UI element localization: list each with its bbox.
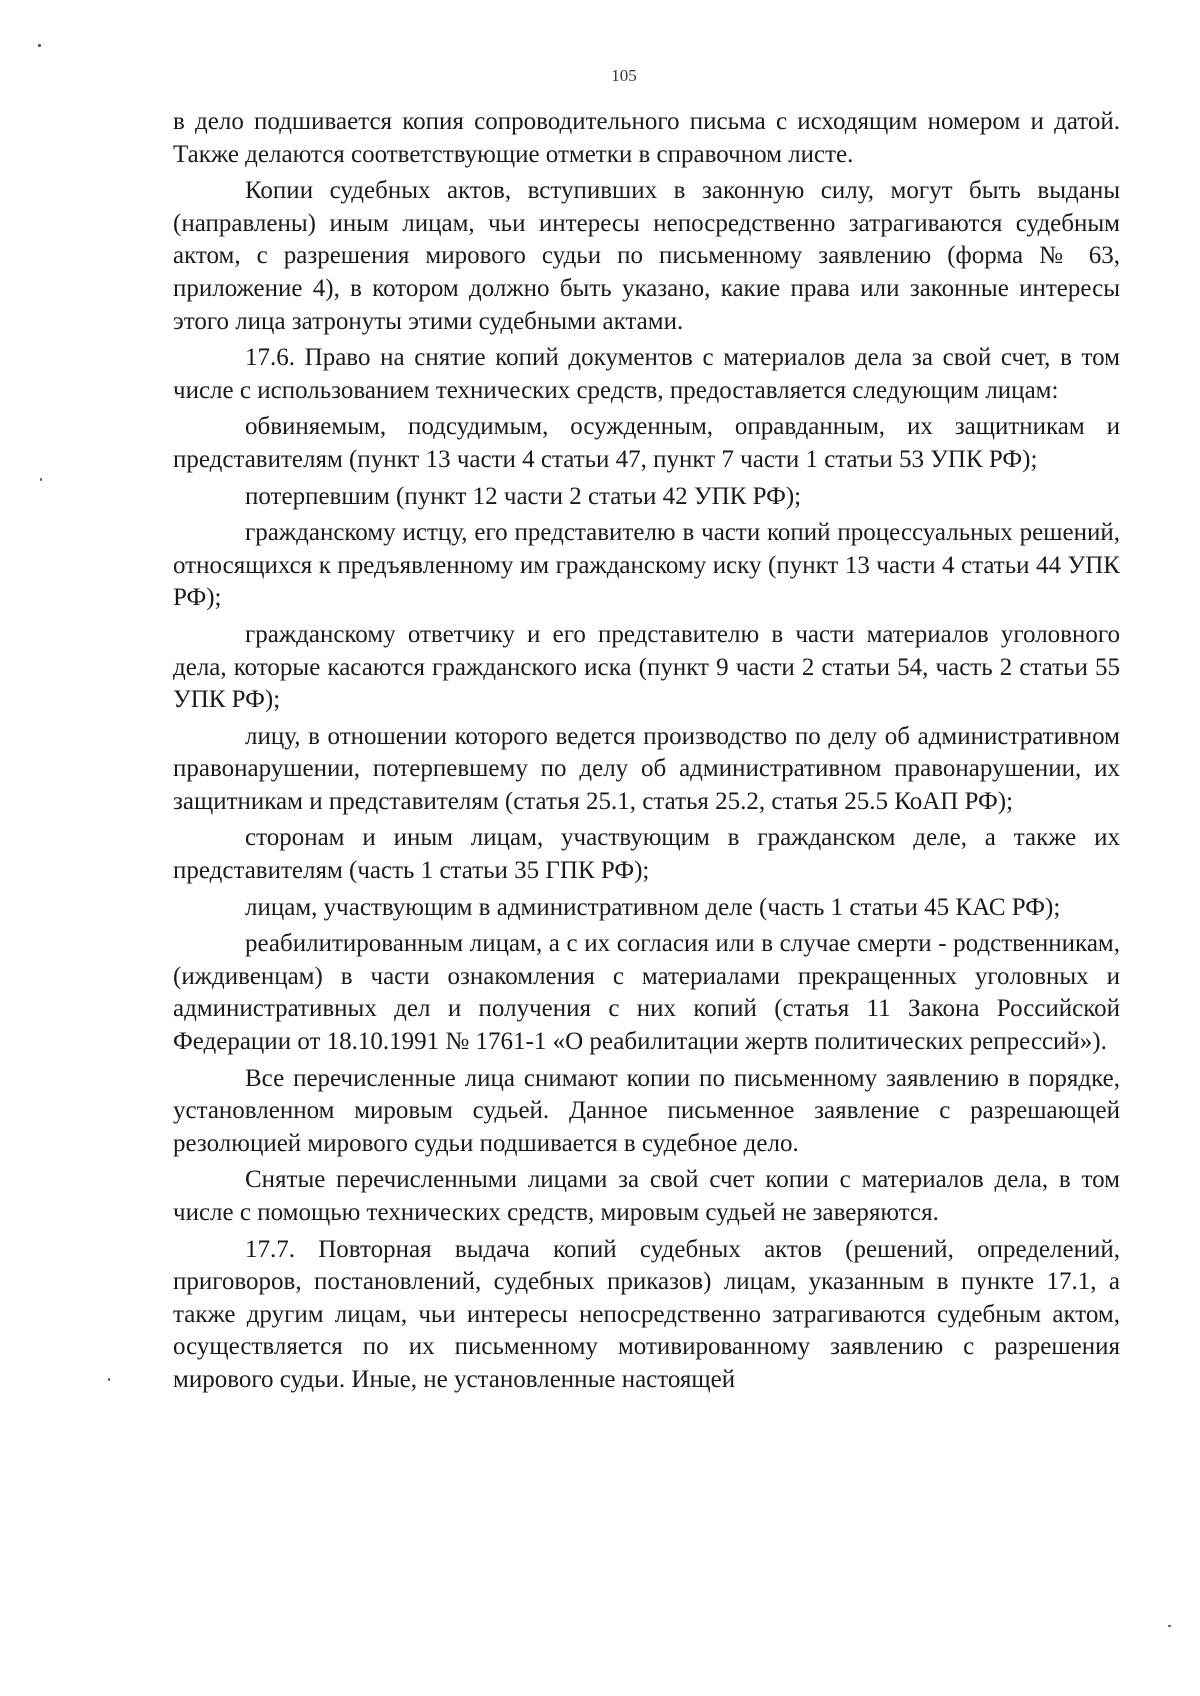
page-number: 105 <box>611 66 637 85</box>
list-item-victims: потерпевшим (пункт 12 части 2 статьи 42 УПК РФ); <box>245 482 802 510</box>
paragraph-section-17-7: 17.7. Повторная выдача копий судебных актов (решений, определений, приговоров, постановлений, судебных приказов) лицам, указанным в пункте 17.1, а также другим лицам, чьи интересы непосредственно затрагиваются судебным актом, осуществляется по их письменному мотивированному заявлению с разрешения мирового судьи. Иные, не установленные настоящей <box>173 1235 1120 1393</box>
document-body <box>173 106 1120 1397</box>
paragraph-section-17-6: 17.6. Право на снятие копий документов с материалов дела за свой счет, в том числе с использованием технических средств, предоставляется следующим лицам: <box>173 344 1120 404</box>
scan-speck <box>38 44 41 47</box>
paragraph-copy-procedure: Все перечисленные лица снимают копии по письменному заявлению в порядке, установленном мировым судьей. Данное письменное заявление с разрешающей резолюцией мирового судьи подшивается в судебное дело. <box>173 1064 1120 1157</box>
paragraph-continuation: в дело подшивается копия сопроводительного письма с исходящим номером и датой. Также делаются соответствующие отметки в справочном листе. <box>173 108 1120 168</box>
list-item-administrative-case-parties: лицам, участвующим в административном деле (часть 1 статьи 45 КАС РФ); <box>245 893 1061 921</box>
list-item-civil-plaintiff: гражданскому истцу, его представителю в части копий процессуальных решений, относящихся к предъявленному им гражданскому иску (пункт 13 части 4 статьи 44 УПК РФ); <box>173 519 1120 612</box>
list-item-civil-defendant: гражданскому ответчику и его представителю в части материалов уголовного дела, которые касаются гражданского иска (пункт 9 части 2 статьи 54, часть 2 статьи 55 УПК РФ); <box>173 620 1120 714</box>
list-item-rehabilitated: реабилитированным лицам, а с их согласия или в случае смерти - родственникам, (иждивенцам) в части ознакомления с материалами прекращенных уголовных и административных дел и получения с них копий (статья 11 Закона Российской Федерации от 18.10.1991 № 1761-1 «О реабилитации жертв политических репрессий»). <box>173 930 1120 1056</box>
scan-speck <box>108 1378 110 1381</box>
scan-speck <box>40 478 42 481</box>
scan-speck <box>1168 1625 1171 1627</box>
paragraph-copies-issued: Копии судебных актов, вступивших в законную силу, могут быть выданы (направлены) иным лицам, чьи интересы непосредственно затрагиваются судебным актом, с разрешения мирового судьи по письменному заявлению (форма № 63, приложение 4), в котором должно быть указано, какие права или законные интересы этого лица затронуты этими судебными актами. <box>173 177 1120 335</box>
list-item-civil-case-parties: сторонам и иным лицам, участвующим в гражданском деле, а также их представителям (часть 1 статьи 35 ГПК РФ); <box>173 824 1120 885</box>
paragraph-copies-not-certified: Снятые перечисленными лицами за свой счет копии с материалов дела, в том числе с помощью технических средств, мировым судьей не заверяются. <box>173 1166 1120 1226</box>
list-item-accused: обвиняемым, подсудимым, осужденным, оправданным, их защитникам и представителям (пункт 13 части 4 статьи 47, пункт 7 части 1 статьи 53 УПК РФ); <box>173 413 1120 473</box>
list-item-administrative-offense: лицу, в отношении которого ведется производство по делу об административном правонарушении, потерпевшему по делу об административном правонарушении, их защитникам и представителям (статья 25.1, статья 25.2, статья 25.5 КоАП РФ); <box>173 722 1120 815</box>
